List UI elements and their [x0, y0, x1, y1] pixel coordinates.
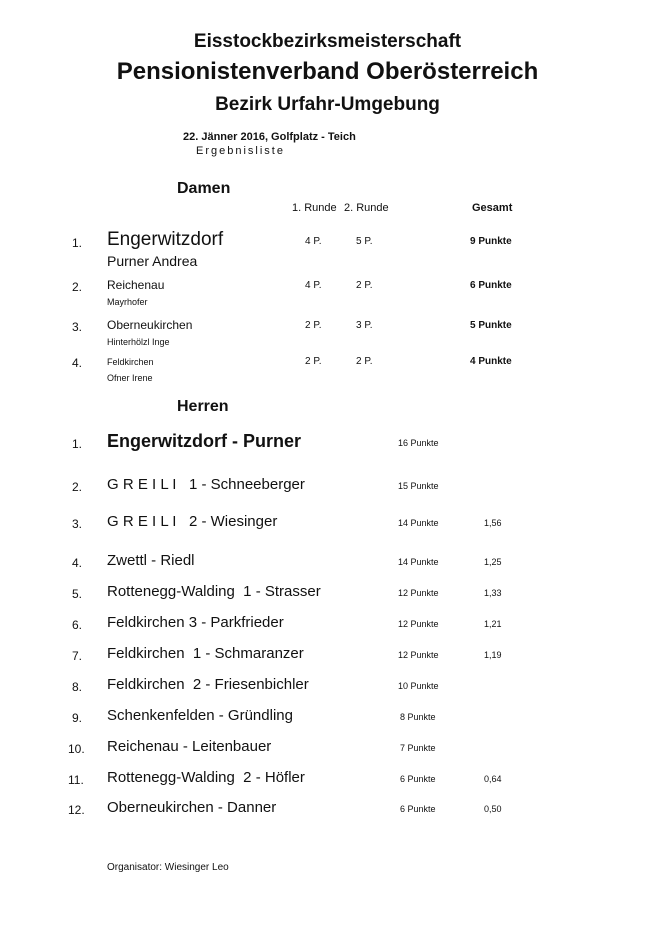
player-name: Ofner Irene	[107, 373, 153, 383]
points: 15 Punkte	[398, 481, 439, 491]
round2-points: 5 P.	[356, 236, 373, 247]
rank: 2.	[72, 480, 83, 494]
tiebreak-value: 1,19	[484, 650, 502, 660]
round1-points: 4 P.	[305, 236, 322, 247]
tiebreak-value: 1,25	[484, 557, 502, 567]
team-player-name: Zwettl - Riedl	[107, 552, 195, 569]
tiebreak-value: 1,56	[484, 518, 502, 528]
team-player-name: G R E I L I 1 - Schneeberger	[107, 476, 305, 493]
total-points: 9 Punkte	[470, 236, 512, 247]
player-name: Mayrhofer	[107, 297, 148, 307]
team-player-name: G R E I L I 2 - Wiesinger	[107, 513, 278, 530]
points: 12 Punkte	[398, 650, 439, 660]
tiebreak-value: 0,64	[484, 774, 502, 784]
heading-championship: Eisstockbezirksmeisterschaft	[193, 31, 462, 52]
column-header-total: Gesamt	[472, 202, 513, 214]
rank: 10.	[68, 742, 85, 756]
player-name: Hinterhölzl Inge	[107, 337, 170, 347]
rank: 7.	[72, 649, 83, 663]
section-title-damen: Damen	[177, 180, 231, 197]
round1-points: 2 P.	[305, 320, 322, 331]
points: 8 Punkte	[400, 712, 436, 722]
points: 6 Punkte	[400, 804, 436, 814]
team-name: Reichenau	[107, 278, 165, 292]
heading-district: Bezirk Urfahr-Umgebung	[215, 94, 440, 115]
round2-points: 3 P.	[356, 320, 373, 331]
total-points: 4 Punkte	[470, 356, 512, 367]
points: 12 Punkte	[398, 588, 439, 598]
rank: 4.	[72, 556, 83, 570]
team-player-name: Schenkenfelden - Gründling	[107, 707, 293, 724]
event-date-place: 22. Jänner 2016, Golfplatz - Teich	[183, 131, 356, 143]
round2-points: 2 P.	[356, 280, 373, 291]
total-points: 5 Punkte	[470, 320, 512, 331]
points: 14 Punkte	[398, 557, 439, 567]
column-header-round1: 1. Runde	[292, 202, 337, 214]
team-name: Feldkirchen	[107, 357, 154, 367]
tiebreak-value: 1,33	[484, 588, 502, 598]
points: 12 Punkte	[398, 619, 439, 629]
points: 6 Punkte	[400, 774, 436, 784]
round1-points: 2 P.	[305, 356, 322, 367]
heading-association: Pensionistenverband Oberösterreich	[116, 58, 539, 85]
round2-points: 2 P.	[356, 356, 373, 367]
team-name: Oberneukirchen	[107, 318, 193, 332]
team-name: Engerwitzdorf	[107, 229, 224, 250]
rank: 1.	[72, 236, 83, 250]
rank: 3.	[72, 517, 83, 531]
total-points: 6 Punkte	[470, 280, 512, 291]
team-player-name: Oberneukirchen - Danner	[107, 799, 277, 816]
rank: 1.	[72, 437, 83, 451]
results-subtitle: Ergebnisliste	[196, 145, 285, 157]
points: 14 Punkte	[398, 518, 439, 528]
section-title-herren: Herren	[177, 398, 229, 415]
rank: 8.	[72, 680, 83, 694]
rank: 12.	[68, 803, 85, 817]
rank: 6.	[72, 618, 83, 632]
team-player-name: Feldkirchen 3 - Parkfrieder	[107, 614, 284, 631]
rank: 4.	[72, 356, 83, 370]
tiebreak-value: 1,21	[484, 619, 502, 629]
team-player-name: Rottenegg-Walding 1 - Strasser	[107, 583, 321, 600]
team-player-name: Engerwitzdorf - Purner	[107, 431, 302, 451]
team-player-name: Rottenegg-Walding 2 - Höfler	[107, 769, 305, 786]
rank: 2.	[72, 280, 83, 294]
team-player-name: Feldkirchen 2 - Friesenbichler	[107, 676, 309, 693]
team-player-name: Reichenau - Leitenbauer	[107, 738, 272, 755]
round1-points: 4 P.	[305, 280, 322, 291]
team-player-name: Feldkirchen 1 - Schmaranzer	[107, 645, 304, 662]
points: 10 Punkte	[398, 681, 439, 691]
rank: 3.	[72, 320, 83, 334]
column-header-round2: 2. Runde	[344, 202, 389, 214]
rank: 11.	[68, 773, 84, 787]
player-name: Purner Andrea	[107, 253, 198, 269]
rank: 5.	[72, 587, 83, 601]
points: 7 Punkte	[400, 743, 436, 753]
rank: 9.	[72, 711, 83, 725]
tiebreak-value: 0,50	[484, 804, 502, 814]
organizer-note: Organisator: Wiesinger Leo	[107, 862, 229, 873]
points: 16 Punkte	[398, 438, 439, 448]
